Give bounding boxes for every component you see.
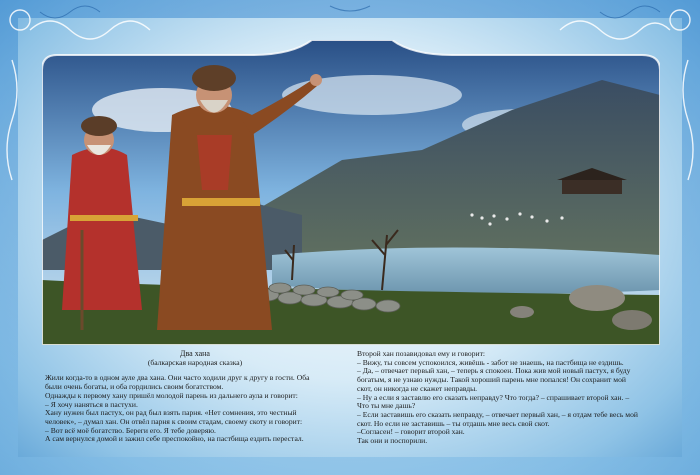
story-line: Так они и поспорили. xyxy=(357,436,428,446)
story-line: Что ты мне дашь? xyxy=(357,401,416,411)
story-line: были очень богаты, и оба гордились своим богатством. xyxy=(45,382,224,392)
story-line: – Вот всё моё богатство. Береги его. Я тебе доверяю. xyxy=(45,425,216,435)
story-line: человек», – думал хан. Он отвёл парня к своим стадам, своему скоту и говорит: xyxy=(45,416,303,426)
story-line: – Да, – отвечает первый хан, – теперь я спокоен. Пока жив мой новый пастух, я буду xyxy=(357,366,631,376)
story-line: А сам вернулся домой и зажил себе преспокойно, на пастбища ездить перестал. xyxy=(45,434,304,444)
story-illustration xyxy=(42,40,660,345)
story-line: скот. Но если не заставишь – ты отдашь мне весь свой скот. xyxy=(357,418,550,428)
story-line: – Если заставишь его сказать неправду, – отвечает первый хан, – я отдам тебе весь мой xyxy=(357,409,638,419)
story-line: – Вижу, ты совсем успокоился, живёшь - забот не знаешь, на пастбища не ездишь. xyxy=(357,357,624,367)
story-line: Однажды к первому хану пришёл молодой парень из дальнего аула и говорит: xyxy=(45,390,298,400)
story-line: Жили когда-то в одном ауле два хана. Они часто ходили друг к другу в гости. Оба xyxy=(45,373,310,383)
story-subtitle: (балкарская народная сказка) xyxy=(147,357,243,367)
story-line: богатым, я не узнаю нужды. Такой хороший парень мне попался! Он сохранит мой xyxy=(357,375,626,385)
story-line: Второй хан позавидовал ему и говорит: xyxy=(357,349,485,358)
story-right-column xyxy=(357,350,657,446)
story-line: скот, он никогда не скажет неправды. xyxy=(357,383,478,393)
story-line: – Я хочу наняться в пастухи. xyxy=(45,399,138,409)
story-left-column xyxy=(45,350,345,444)
story-line: Хану нужен был пастух, он рад был взять парня. «Нет сомнения, это честный xyxy=(45,408,297,418)
story-title: Два хана xyxy=(180,349,210,358)
story-line: –Согласен! – говорит второй хан. xyxy=(357,427,465,437)
story-line: – Ну а если я заставлю его сказать неправду? Что тогда? – спрашивает второй хан. – xyxy=(357,392,630,402)
